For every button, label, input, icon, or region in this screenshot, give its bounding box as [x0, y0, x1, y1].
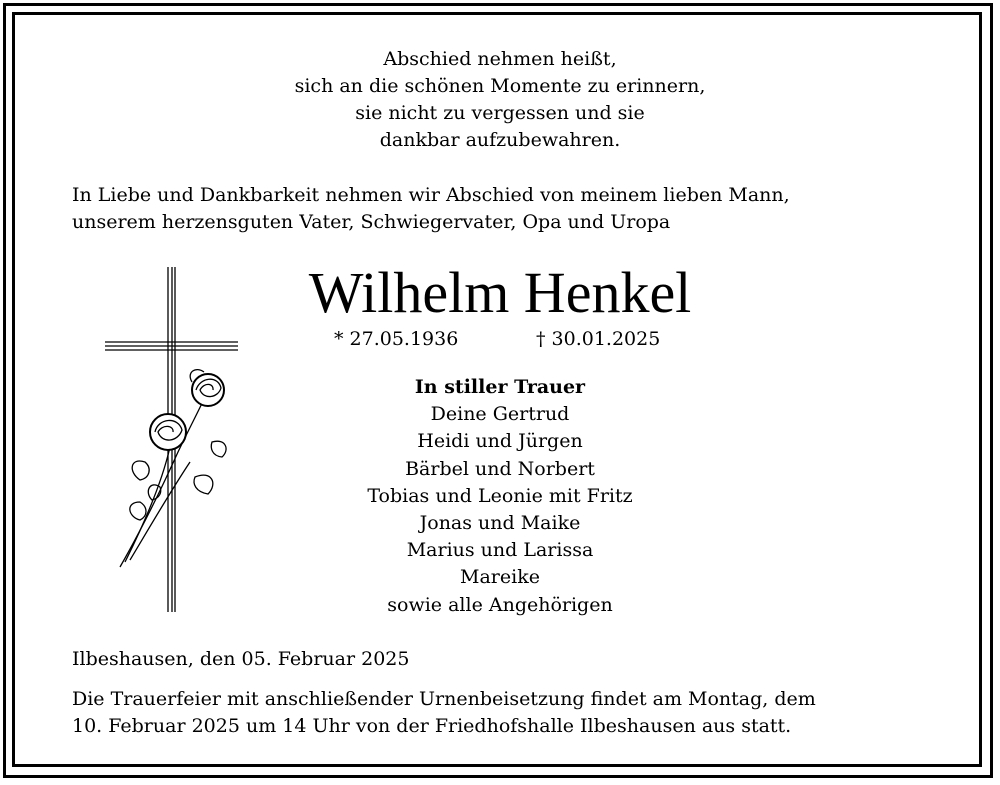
- mourner-name: Mareike: [460, 566, 540, 589]
- mourner-name: Deine Gertrud: [430, 403, 570, 426]
- mourner-name: Jonas und Maike: [419, 511, 581, 534]
- mourners-list: [0, 374, 1000, 619]
- mourner-name: Marius und Larissa: [406, 539, 594, 562]
- funeral-line: Die Trauerfeier mit anschließender Urnenbeisetzung findet am Montag, dem: [72, 688, 816, 710]
- mourner-name: Heidi und Jürgen: [417, 430, 583, 453]
- poem: [0, 46, 1000, 154]
- mourner-name: Bärbel und Norbert: [405, 457, 595, 480]
- intro-line: In Liebe und Dankbarkeit nehmen wir Abschied von meinem lieben Mann,: [72, 184, 790, 206]
- deceased-name: Wilhelm Henkel: [308, 260, 692, 325]
- mourners-heading: In stiller Trauer: [414, 376, 586, 398]
- poem-line: dankbar aufzubewahren.: [379, 129, 621, 151]
- intro-line: unserem herzensguten Vater, Schwiegervater, Opa und Uropa: [72, 211, 671, 233]
- death-date: † 30.01.2025: [536, 328, 661, 350]
- intro-text: [72, 182, 790, 236]
- place-date: Ilbeshausen, den 05. Februar 2025: [72, 648, 410, 670]
- poem-line: Abschied nehmen heißt,: [383, 48, 617, 70]
- mourner-name: Tobias und Leonie mit Fritz: [367, 484, 633, 507]
- poem-line: sie nicht zu vergessen und sie: [355, 102, 645, 124]
- mourner-name: sowie alle Angehörigen: [387, 593, 613, 616]
- funeral-notice: [72, 686, 816, 740]
- funeral-line: 10. Februar 2025 um 14 Uhr von der Friedhofshalle Ilbeshausen aus statt.: [72, 715, 792, 737]
- birth-date: * 27.05.1936: [334, 328, 459, 350]
- poem-line: sich an die schönen Momente zu erinnern,: [294, 75, 706, 97]
